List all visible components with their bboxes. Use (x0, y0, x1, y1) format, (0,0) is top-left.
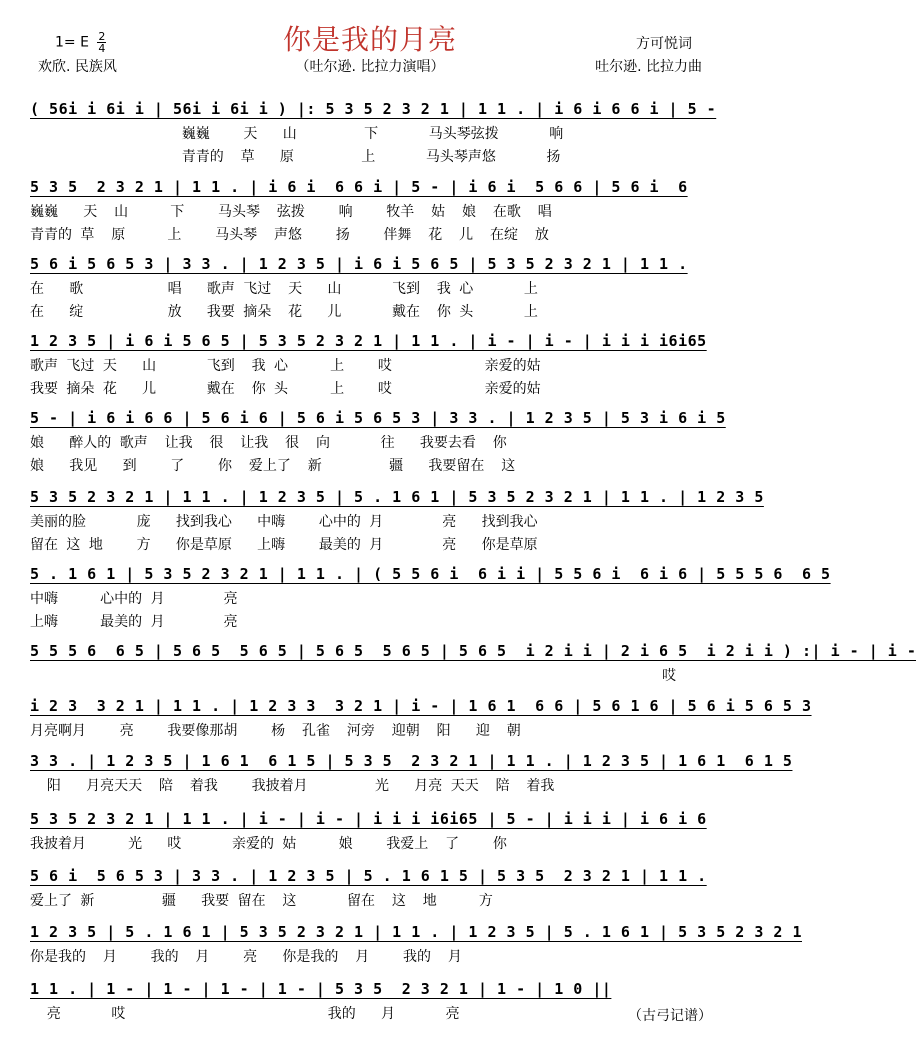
notation-line: 5 5 5 6 6 5 | 5 6 5 5 6 5 | 5 6 5 5 6 5 | 5 6 5 i 2 i i | 2 i 6 5 i 2 i i ) :| i - | i - (30, 642, 916, 660)
notation-line: 5 . 1 6 1 | 5 3 5 2 3 2 1 | 1 1 . | ( 5 5 6 i 6 i i | 5 5 6 i 6 i 6 | 5 5 5 6 6 5 (30, 565, 831, 583)
lyric-line: 留在 这 地 方 你是草原 上嗨 最美的 月 亮 你是草原 (30, 537, 538, 553)
notation-line: i 2 3 3 2 1 | 1 1 . | 1 2 3 3 3 2 1 | i - | 1 6 1 6 6 | 5 6 1 6 | 5 6 i 5 6 5 3 (30, 697, 812, 715)
lyric-line: 青青的 草 原 上 马头琴 声悠 扬 伴舞 花 儿 在绽 放 (30, 227, 549, 243)
lyric-line: 巍巍 天 山 下 马头琴 弦拨 响 牧羊 姑 娘 在歌 唱 (30, 204, 552, 220)
lyric-line: 娘 我见 到 了 你 爱上了 新 疆 我要留在 这 (30, 458, 516, 474)
notation-line: 1 2 3 5 | i 6 i 5 6 5 | 5 3 5 2 3 2 1 | 1 1 . | i - | i - | i i i i6i65 (30, 332, 707, 350)
lyric-line: 巍巍 天 山 下 马头琴弦拨 响 (30, 126, 564, 142)
notation-line: 5 - | i 6 i 6 6 | 5 6 i 6 | 5 6 i 5 6 5 3 | 3 3 . | 1 2 3 5 | 5 3 i 6 i 5 (30, 409, 726, 427)
lyric-line: 哎 (30, 668, 677, 684)
notation-line: 5 3 5 2 3 2 1 | 1 1 . | i - | i - | i i i i6i65 | 5 - | i i i | i 6 i 6 (30, 810, 707, 828)
notation-line: 5 3 5 2 3 2 1 | 1 1 . | 1 2 3 5 | 5 . 1 6 1 | 5 3 5 2 3 2 1 | 1 1 . | 1 2 3 5 (30, 488, 764, 506)
composer-label: 吐尔逊. 比拉力曲 (595, 59, 702, 75)
lyric-line: 美丽的脸 庞 找到我心 中嗨 心中的 月 亮 找到我心 (30, 514, 538, 530)
transcriber-credit: （古弓记谱） (628, 1008, 712, 1024)
notation-line: ( 56i i 6i i | 56i i 6i i ) |: 5 3 5 2 3 2 1 | 1 1 . | i 6 i 6 6 i | 5 - (30, 100, 717, 118)
lyric-line: 阳 月亮天天 陪 着我 我披着月 光 月亮 天天 陪 着我 (30, 778, 555, 794)
notation-line: 3 3 . | 1 2 3 5 | 1 6 1 6 1 5 | 5 3 5 2 3 2 1 | 1 1 . | 1 2 3 5 | 1 6 1 6 1 5 (30, 752, 793, 770)
lyric-line: 你是我的 月 我的 月 亮 你是我的 月 我的 月 (30, 949, 462, 965)
score-system (30, 918, 802, 969)
notation-line: 1 1 . | 1 - | 1 - | 1 - | 1 - | 5 3 5 2 3 2 1 | 1 - | 1 0 || (30, 980, 612, 998)
score-system (30, 862, 720, 913)
lyric-line: 上嗨 最美的 月 亮 (30, 614, 238, 630)
notation-line: 5 6 i 5 6 5 3 | 3 3 . | 1 2 3 5 | i 6 i 5 6 5 | 5 3 5 2 3 2 1 | 1 1 . (30, 255, 688, 273)
lyric-line: 月亮啊月 亮 我要像那胡 杨 孔雀 河旁 迎朝 阳 迎 朝 (30, 723, 521, 739)
score-system (30, 637, 916, 688)
lyric-line: 娘 醉人的 歌声 让我 很 让我 很 向 往 我要去看 你 (30, 435, 507, 451)
lyric-line: 中嗨 心中的 月 亮 (30, 591, 238, 607)
time-bottom: 4 (98, 42, 106, 55)
score-system (30, 747, 793, 798)
score-system (30, 805, 720, 856)
key-label: 1= E (55, 34, 89, 51)
lyric-line: 我要 摘朵 花 儿 戴在 你 头 上 哎 亲爱的姑 (30, 381, 541, 397)
score-system (30, 560, 831, 634)
score-system (30, 250, 720, 324)
lyric-line: 在 绽 放 我要 摘朵 花 儿 戴在 你 头 上 (30, 304, 538, 320)
score-system (30, 404, 726, 478)
notation-line: 5 3 5 2 3 2 1 | 1 1 . | i 6 i 6 6 i | 5 - | i 6 i 5 6 6 | 5 6 i 6 (30, 178, 688, 196)
key-signature (55, 31, 106, 54)
lyric-line: 青青的 草 原 上 马头琴声悠 扬 (30, 149, 561, 165)
notation-line: 5 6 i 5 6 5 3 | 3 3 . | 1 2 3 5 | 5 . 1 6 1 5 | 5 3 5 2 3 2 1 | 1 1 . (30, 867, 707, 885)
style-label: 欢欣. 民族风 (38, 59, 117, 75)
score-header (0, 0, 740, 80)
lyricist-label: 方可悦词 (636, 36, 692, 52)
score-system (30, 692, 812, 743)
score-system (30, 95, 720, 169)
lyric-line: 亮 哎 我的 月 亮 (30, 1006, 460, 1022)
score-system (30, 327, 720, 401)
lyric-line: 歌声 飞过 天 山 飞到 我 心 上 哎 亲爱的姑 (30, 358, 541, 374)
lyric-line: 我披着月 光 哎 亲爱的 姑 娘 我爱上 了 你 (30, 836, 507, 852)
time-top: 2 (98, 30, 106, 43)
singer-label: （吐尔逊. 比拉力演唱） (295, 59, 445, 75)
lyric-line: 爱上了 新 疆 我要 留在 这 留在 这 地 方 (30, 893, 493, 909)
score-system (30, 173, 720, 247)
time-signature (97, 31, 106, 54)
score-system (30, 975, 720, 1026)
song-title: 你是我的月亮 (282, 23, 457, 56)
score-system (30, 483, 764, 557)
lyric-line: 在 歌 唱 歌声 飞过 天 山 飞到 我 心 上 (30, 281, 538, 297)
notation-line: 1 2 3 5 | 5 . 1 6 1 | 5 3 5 2 3 2 1 | 1 1 . | 1 2 3 5 | 5 . 1 6 1 | 5 3 5 2 3 2 1 (30, 923, 802, 941)
